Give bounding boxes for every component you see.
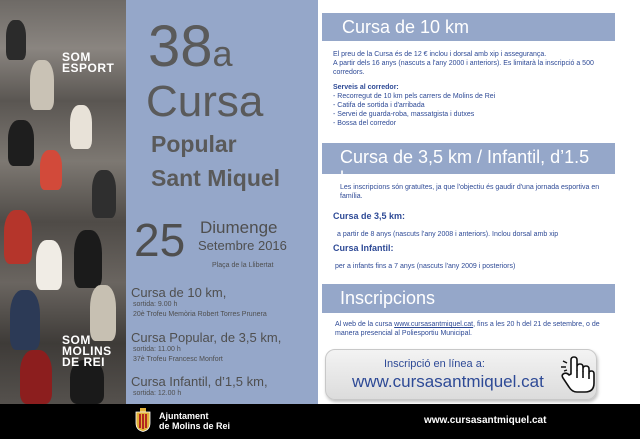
title-popular: Popular: [151, 131, 237, 157]
section-header-inscripcions: Inscripcions: [322, 284, 615, 313]
title-cursa: Cursa: [146, 77, 264, 126]
edition-number: 38a: [148, 14, 233, 79]
som-esport-logo: SOM ESPORT: [62, 50, 115, 75]
cursa-3-5km-label: Cursa de 3,5 km:: [333, 211, 406, 221]
free-registration-text: Les inscripcions són gratuïtes, ja que l'objectiu és gaudir d'una jornada esportiva en família.: [340, 184, 600, 200]
event-day-number: 25: [134, 214, 186, 266]
cursa-infantil-text: per a infants fins a 7 anys (nascuts l'any 2009 i posteriors): [335, 263, 516, 270]
section-header-3-5km: Cursa de 3,5 km / Infantil, d’1.5 km: [322, 143, 615, 174]
race-infantil-info: Cursa Infantil, d’1,5 km, sortida: 12.00 h: [131, 374, 268, 397]
age-limit-text: A partir dels 16 anys (nascuts a l'any 2000 i anteriors). Es limitarà la inscripció a 500 corredors.: [333, 60, 594, 76]
footer-bar: [0, 404, 640, 439]
cursa-3-5km-text: a partir de 8 anys (nascuts l'any 2008 i anteriors). Inclou dorsal amb xip: [337, 231, 559, 238]
som-molins-de-rei-logo: SOM MOLINS DE REI: [62, 333, 112, 369]
race-10km-info: Cursa de 10 km, sortida: 9.00 h 20è Trofeu Memòria Robert Torres Prunera: [131, 285, 267, 318]
info-panel: [318, 0, 640, 404]
footer-url[interactable]: www.cursasantmiquel.cat: [424, 415, 547, 426]
cursa-infantil-label: Cursa Infantil:: [333, 243, 394, 253]
title-sant-miquel: Sant Miquel: [151, 165, 281, 191]
ajuntament-name: Ajuntament de Molins de Rei: [159, 411, 231, 431]
hand-pointer-icon: [561, 356, 595, 394]
registration-link[interactable]: www.cursasantmiquel.cat: [394, 321, 474, 328]
event-day-name: Diumenge: [200, 218, 278, 237]
price-text: El preu de la Cursa és de 12 € inclou i dorsal amb xip i assegurança.: [333, 51, 547, 58]
race-popular-info: Cursa Popular, de 3,5 km, sortida: 11.00 h 37è Trofeu Francesc Monfort: [131, 330, 282, 363]
services-list: Serveis al corredor: - Recorregut de 10 km pels carrers de Molins de Rei - Catifa de sortida i d'arribada - Servei de guarda-roba, massatgista i dutxes - Bossa del corredor: [333, 84, 496, 127]
online-registration-button[interactable]: Inscripció en línea a: www.cursasantmiquel.cat: [325, 349, 597, 400]
event-month-year: Setembre 2016: [198, 238, 287, 253]
crest-icon: [134, 408, 152, 432]
registration-info-text: Al web de la cursa www.cursasantmiquel.cat, fins a les 20 h del 21 de setembre, o de manera presencial al Poliesportiu Municipal.: [335, 321, 600, 337]
poster-title-panel: [126, 0, 318, 404]
section-header-10km: Cursa de 10 km: [322, 13, 615, 41]
event-place: Plaça de la Llibertat: [212, 262, 274, 269]
runners-photo: [0, 0, 126, 404]
